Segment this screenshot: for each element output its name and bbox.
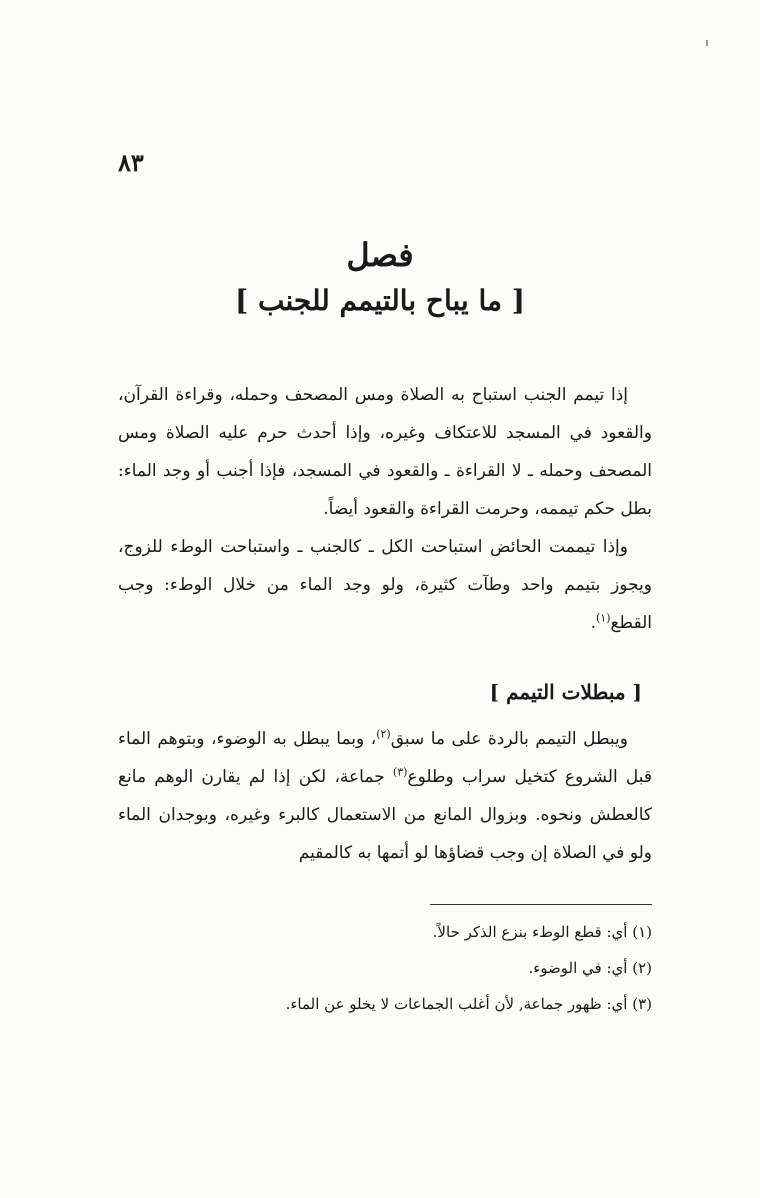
footnotes (152, 914, 652, 1022)
paragraph-3-part3: جماعة، لكن إذا لم يقارن الوهم مانع كالعطش ونحوه. وبزوال المانع من الاستعمال كالبرء وغيره، وبوجدان الماء ولو في الصلاة إن وجب قضاؤها لو أتمها به كالمقيم (118, 767, 652, 863)
paragraph-3 (118, 720, 652, 872)
paragraph-2-end: . (590, 613, 596, 633)
footnote-ref-3[interactable]: (٣) (392, 765, 408, 779)
scan-mark (706, 40, 708, 46)
section-subtitle: [ ما يباح بالتيمم للجنب ] (234, 284, 525, 317)
paragraph-1 (118, 376, 652, 528)
paragraph-2-text: وإذا تيممت الحائض استباحت الكل ـ كالجنب ـ واستباحت الوطء للزوج، ويجوز بتيمم واحد وطآت كثيرة، ولو وجد الماء من خلال الوطء: وجب القطع (118, 537, 652, 633)
paragraph-3-part1: ويبطل التيمم بالردة على ما سبق (390, 729, 628, 749)
footnote-3: (٣) أي: ظهور جماعة, لأن أغلب الجماعات لا يخلو عن الماء. (285, 995, 652, 1013)
footnote-ref-2[interactable]: (٢) (376, 727, 391, 741)
paragraph-2 (118, 528, 652, 642)
footnote-ref-1[interactable]: (١) (595, 611, 611, 625)
page-number: ٨٣ (118, 148, 144, 177)
footnote-1: (١) أي: قطع الوطء بنزع الذكر حالاً. (432, 923, 652, 941)
paragraph-3-body (118, 720, 652, 872)
paragraph-2-body (118, 528, 652, 642)
section-title: فصل (346, 236, 414, 274)
paragraph-1-text: إذا تيمم الجنب استباح به الصلاة ومس المصحف وحمله، وقراءة القرآن، والقعود في المسجد للاعتكاف وغيره، وإذا أحدث حرم عليه الصلاة ومس المصحف وحمله ـ لا القراءة ـ والقعود في المسجد، فإذا أجنب أو وجد الماء: بطل حكم تيممه، وحرمت القراءة والقعود أيضاً. (118, 385, 652, 519)
paragraph-3-part2: ، وبما يبطل به الوضوء، وبتوهم الماء قبل الشروع كتخيل سراب وطلوع (118, 729, 652, 787)
footnote-divider (430, 904, 652, 905)
footnote-2: (٢) أي: في الوضوء. (528, 959, 652, 977)
subheading-invalidators: [ مبطلات التيمم ] (489, 680, 642, 704)
